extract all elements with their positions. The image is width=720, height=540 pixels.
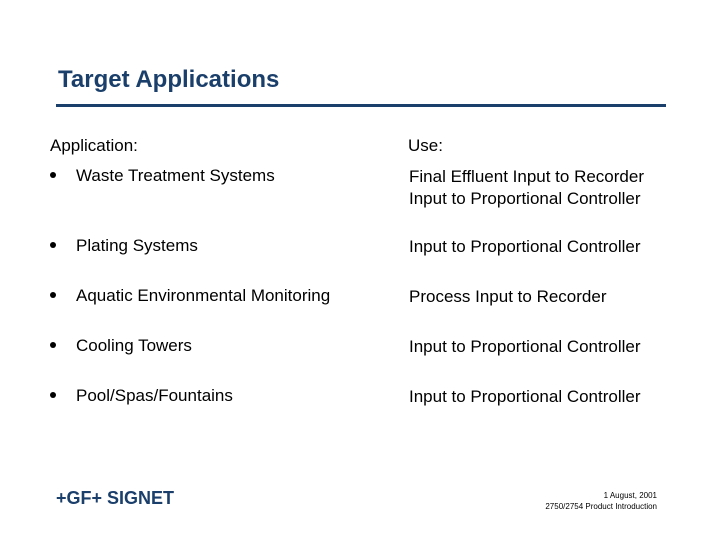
- bullet-icon: [50, 242, 56, 248]
- bullet-icon: [50, 172, 56, 178]
- bullet-icon: [50, 292, 56, 298]
- application-column-header: Application:: [50, 136, 138, 155]
- footer-product: 2750/2754 Product Introduction: [545, 502, 657, 511]
- footer-info: [545, 490, 657, 512]
- bullet-icon: [50, 392, 56, 398]
- slide-title: Target Applications: [58, 66, 280, 93]
- use-text: [409, 386, 641, 408]
- use-text: [409, 336, 641, 358]
- use-line: Process Input to Recorder: [409, 287, 607, 306]
- use-text: [409, 286, 606, 308]
- use-line: Input to Proportional Controller: [409, 337, 641, 356]
- use-line: Input to Proportional Controller: [409, 237, 641, 256]
- use-column-header: Use:: [408, 136, 443, 155]
- use-line: Input to Proportional Controller: [409, 189, 641, 208]
- use-line: Input to Proportional Controller: [409, 387, 641, 406]
- signet-logo: +GF+ SIGNET: [56, 488, 175, 508]
- use-text: [409, 236, 641, 258]
- footer-date: 1 August, 2001: [603, 491, 657, 500]
- application-label: Aquatic Environmental Monitoring: [76, 286, 331, 305]
- application-label: Cooling Towers: [76, 336, 192, 355]
- application-label: Waste Treatment Systems: [76, 166, 275, 185]
- use-text: [409, 166, 644, 210]
- bullet-icon: [50, 342, 56, 348]
- application-label: Plating Systems: [76, 236, 198, 255]
- application-label: Pool/Spas/Fountains: [76, 386, 233, 405]
- use-line: Final Effluent Input to Recorder: [409, 167, 644, 186]
- title-divider: [56, 104, 666, 107]
